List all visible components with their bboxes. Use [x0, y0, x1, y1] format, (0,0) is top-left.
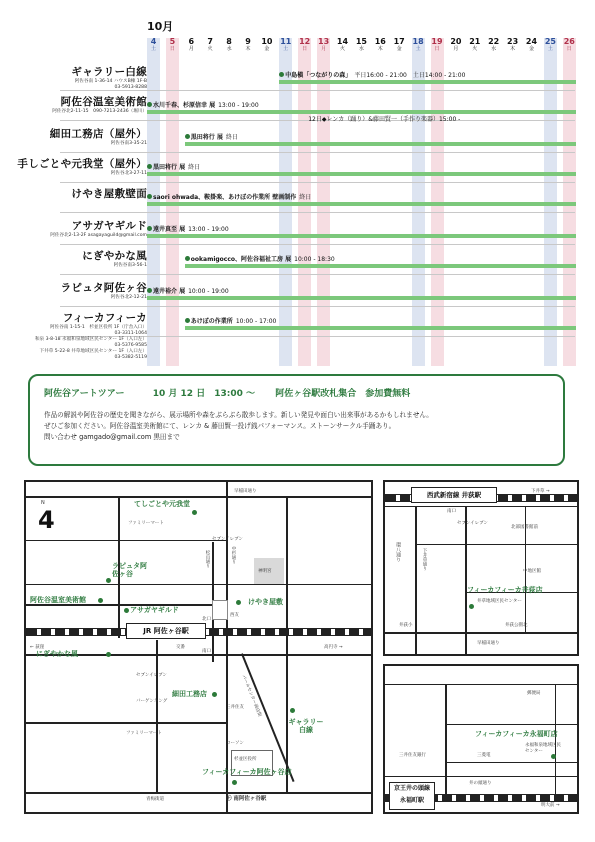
venue-name: アサガヤギルド: [71, 220, 147, 232]
venue-info: [71, 64, 147, 91]
event-bullet-icon: [147, 226, 152, 231]
day-weekday: 金: [528, 46, 534, 52]
venue-address: 阿佐谷南3-56-1: [113, 263, 147, 268]
day-header-cell: [259, 38, 275, 52]
venue-address: 03-5382-5119: [114, 355, 147, 360]
map-gallery-label: ギャラリー白線: [288, 718, 324, 734]
venue-info: [35, 310, 147, 361]
venue-address: 和泉 3-8-18 永福和泉地域区民センター 1F（入口左）: [34, 337, 147, 342]
event-text: [147, 286, 229, 295]
road: [385, 684, 577, 685]
tour-title: 阿佐谷アートツアー: [44, 389, 125, 399]
tour-description: [44, 410, 554, 443]
inokashira-label: 井の頭通り: [469, 781, 492, 786]
map-keyaki-label: けやき屋敷: [248, 598, 283, 606]
day-number: 7: [207, 37, 213, 46]
venue-info: [82, 248, 147, 269]
bank-label: 三井住友銀行: [399, 753, 426, 758]
event-organizer: 黒田将行 展: [190, 134, 223, 141]
north-arrow-icon: 4: [38, 506, 55, 534]
day-number: 14: [336, 37, 349, 46]
kamishakujii-label: 下井草 →: [531, 489, 550, 494]
venue-name: けやき屋敷壁面: [71, 188, 147, 200]
row-divider: [60, 306, 575, 307]
event-organizer: saori ohwada、鞍掛楽、あけぼの作業所 壁画制作: [153, 194, 297, 201]
day-number: 4: [150, 37, 157, 46]
day-weekday: 土: [415, 46, 421, 52]
koban-label: 交番: [176, 645, 185, 650]
event-text: [308, 114, 460, 123]
event-time: 平日16:00 - 21:00 土日14:00 - 21:00: [354, 72, 466, 79]
day-number: 13: [318, 37, 330, 46]
day-weekday: 土: [150, 46, 156, 52]
row-divider: [60, 274, 575, 275]
laputa-marker-icon: [106, 578, 111, 583]
seven-label-2: セブンイレブン: [136, 673, 167, 678]
month-label: 10月: [147, 20, 174, 33]
day-number: 26: [563, 37, 575, 46]
venue-info: [61, 280, 147, 301]
eifuku-map: [383, 664, 579, 814]
park-label: 井荻公園北: [505, 623, 528, 628]
day-header-cell: [486, 38, 502, 52]
day-number: 18: [412, 37, 424, 46]
venue-address: 03-5913-8288: [114, 85, 147, 90]
day-number: 24: [525, 37, 538, 46]
event-bullet-icon: [147, 102, 152, 107]
venue-name: ギャラリー白線: [71, 66, 147, 78]
venue-address: 阿佐谷南 1-15-1 杉並区役所 1F（庁舎入口）: [50, 325, 147, 330]
venue-info: [71, 186, 147, 201]
asagaya-map: [24, 480, 373, 814]
event-time: 12日◆レンカ（踊り）&藤田賢一（手作り楽器）15:00 -: [308, 116, 461, 123]
day-number: 12: [299, 37, 311, 46]
north-label: N: [41, 500, 45, 506]
event-text: [147, 100, 259, 109]
map-hosoda-label: 細田工務店: [172, 690, 207, 698]
event-bullet-icon: [147, 288, 152, 293]
familymart2-label: ファミリーマート: [126, 731, 162, 736]
day-header-cell: [278, 38, 294, 52]
inokashira-road: [385, 776, 577, 777]
road: [445, 724, 577, 725]
schedule-bar: [147, 296, 576, 300]
waseda-dori-road: [26, 496, 371, 498]
seiyu-block: [212, 600, 228, 620]
day-header-cell: [467, 38, 483, 52]
map-onshitsu-label: 阿佐谷温室美術館: [30, 596, 86, 604]
keyaki-marker-icon: [236, 600, 241, 605]
venue-address: 下井草 5-22-8 井草地域区民センター 1F（入口左）: [39, 349, 147, 354]
event-text: [147, 192, 311, 201]
familymart-label: ファミリーマート: [128, 521, 164, 526]
row-divider: [60, 182, 575, 183]
meidai-label: 明大前 →: [541, 803, 560, 808]
event-organizer: 中島槇「つながりの森」: [285, 72, 352, 79]
day-number: 9: [245, 37, 251, 46]
tour-line: 作品の解説や阿佐谷の歴史を聞きながら、展示場所や森をぶらぶら散歩します。新しい発見や面白い出来事があるかもしれません。: [44, 411, 433, 419]
event-time: 13:00 - 19:00: [188, 226, 229, 233]
shimoigusa-label: 下井草通り: [422, 548, 427, 571]
day-number: 17: [393, 37, 405, 46]
shinmeigu-label: 神明宮: [258, 569, 272, 574]
venue-info: [50, 218, 147, 239]
day-weekday: 火: [339, 46, 345, 52]
tour-line: ぜひご参加ください。阿佐谷温室美術館にて、レンカ & 藤田賢一投げ銭パフォーマンス。ストーンサークル手踊あり。: [44, 422, 396, 430]
day-header-cell: [202, 38, 218, 52]
waseda-label: 早稲田通り: [477, 641, 500, 646]
day-number: 23: [507, 37, 519, 46]
day-number: 15: [355, 37, 367, 46]
event-bullet-icon: [185, 256, 190, 261]
art-tour-box: [28, 374, 565, 466]
event-organizer: 水川千春、杉原信幸 展: [153, 102, 216, 109]
sanwa-label: 三井住友: [226, 705, 244, 710]
asagaya-guild-marker-icon: [124, 608, 129, 613]
row-divider: [60, 152, 575, 153]
asagaya-station: [126, 623, 206, 639]
day-weekday: 火: [472, 46, 478, 52]
event-organizer: 黒田将行 展: [153, 164, 186, 171]
venue-name: 阿佐谷温室美術館: [60, 96, 147, 108]
fika-marker-icon: [232, 780, 237, 785]
side-street: [286, 498, 288, 792]
day-weekday: 日: [169, 46, 175, 52]
road: [445, 762, 577, 763]
day-number: 21: [469, 37, 481, 46]
eifuku-station: [389, 782, 435, 810]
map-iogi-venue-label: フィーカフィーカ井荻店: [467, 586, 543, 594]
day-header-cell: [335, 38, 351, 52]
road: [555, 684, 556, 794]
waseda-label: 早稲田通り: [234, 489, 257, 494]
venue-address: 03-5376-9585: [114, 343, 147, 348]
event-text: [185, 132, 238, 141]
day-number: 19: [431, 37, 443, 46]
iogi-station: [411, 487, 497, 503]
day-weekday: 日: [302, 46, 308, 52]
day-header-cell: [524, 38, 540, 52]
venue-address: 阿佐谷北2-13-2F asagayaguild@gmail.com: [50, 233, 147, 238]
day-number: 20: [450, 37, 462, 46]
seiyu-label: 西友: [230, 613, 239, 618]
side-street: [26, 722, 226, 724]
nakanishi-label: 中地区館: [523, 569, 541, 574]
map-eifuku-venue-label: フィーカフィーカ永福町店: [475, 730, 558, 738]
ogikubo-label: ← 荻窪: [30, 645, 45, 650]
event-organizer: ookamigocco、阿佐谷福祉工房 展: [190, 256, 292, 263]
day-header-cell: [448, 38, 464, 52]
day-number: 6: [188, 37, 195, 46]
venue-name: 細田工務店（屋外）: [49, 128, 147, 140]
event-text: [279, 70, 465, 79]
map-nigiyaka-label: にぎやかな風: [36, 650, 78, 658]
side-street: [26, 540, 226, 541]
event-organizer: あけぼの作業所: [190, 318, 233, 325]
side-street: [385, 506, 577, 507]
station-label: 京王井の頭線 永福町駅: [393, 785, 430, 804]
eifuku-venue-marker-icon: [551, 754, 556, 759]
event-time: 終日: [225, 134, 238, 141]
day-weekday: 火: [207, 46, 213, 52]
day-header-cell: [316, 38, 332, 52]
event-text: [147, 162, 200, 171]
kanpachi-label: 環八通り: [395, 542, 401, 562]
event-bullet-icon: [147, 194, 152, 199]
nigiyaka-marker-icon: [106, 652, 111, 657]
tour-contact: 問い合わせ gamgado@gmail.com 黒田まで: [44, 433, 180, 441]
station-label: JR 阿佐ヶ谷駅: [143, 627, 189, 635]
lawson-label: ローソン: [226, 741, 244, 746]
day-weekday: 土: [547, 46, 553, 52]
map-fika-label: フィーカフィーカ阿佐ヶ谷店: [202, 768, 292, 776]
day-header-cell: [146, 38, 162, 52]
venue-address: 阿佐谷南 1-36-14 ハウスB棟 1F-B: [74, 79, 147, 84]
day-header-cell: [297, 38, 313, 52]
day-header-cell: [542, 38, 558, 52]
day-number: 25: [544, 37, 556, 46]
day-weekday: 水: [491, 46, 497, 52]
day-header-cell: [391, 38, 407, 52]
side-street: [26, 584, 371, 585]
tour-heading: [44, 386, 410, 399]
oume-label: 青梅街道: [146, 797, 164, 802]
tour-meeting: 阿佐ヶ谷駅改札集合 参加費無料: [275, 389, 411, 399]
eifuku-venue-sub: 永福和泉地域区民センター: [525, 743, 561, 754]
day-weekday: 日: [434, 46, 440, 52]
day-header-cell: [410, 38, 426, 52]
iogi-map: [383, 480, 579, 656]
day-weekday: 金: [396, 46, 402, 52]
oume-road: [26, 792, 371, 794]
waseda-road: [385, 632, 577, 634]
metro-label: ㊉ 南阿佐ヶ谷駅: [226, 796, 267, 802]
event-organizer: 遠井真至 展: [153, 226, 186, 233]
event-bullet-icon: [147, 164, 152, 169]
day-weekday: 木: [377, 46, 383, 52]
kuyakusho-label: 杉並区役所: [234, 757, 257, 762]
road: [445, 684, 447, 794]
event-time: 13:00 - 19:00: [218, 102, 259, 109]
venue-address: 阿佐谷北2-11-15 090-7213-2436（堀川）: [52, 109, 147, 114]
day-number: 16: [374, 37, 386, 46]
schedule-bar: [279, 80, 576, 84]
day-header-cell: [561, 38, 577, 52]
day-header-cell: [372, 38, 388, 52]
day-number: 22: [488, 37, 500, 46]
map-asagaya-guild-label: アサガヤギルド: [130, 606, 179, 614]
day-weekday: 金: [264, 46, 270, 52]
venue-name: にぎやかな風: [82, 250, 147, 262]
post-label: 郵便局: [527, 691, 541, 696]
day-number: 10: [261, 37, 273, 46]
event-organizer: 遠井裕介 展: [153, 288, 186, 295]
schedule-bar: [185, 264, 576, 268]
venue-info: [50, 126, 147, 147]
iogi-school-label: 井荻小: [399, 623, 413, 628]
day-number: 8: [226, 37, 232, 46]
seven-label: セブンイレブン: [457, 521, 488, 526]
map-laputa-label: ラピュタ阿佐ヶ谷: [112, 562, 147, 578]
tour-date: 10 月 12 日 13:00 ～: [152, 389, 255, 399]
day-number: 11: [280, 37, 292, 46]
side-street: [26, 604, 226, 606]
sanwa-label: 三菱電: [477, 753, 491, 758]
event-text: [185, 254, 335, 263]
venue-name: 手しごとや元我堂（屋外）: [17, 158, 147, 170]
koenji-label: 高円寺 →: [324, 645, 343, 650]
onshitsu-marker-icon: [98, 598, 103, 603]
day-header-cell: [353, 38, 369, 52]
schedule-bar: [147, 234, 576, 238]
day-weekday: 月: [188, 46, 194, 52]
day-number: 5: [169, 37, 176, 46]
schedule-bar: [185, 142, 576, 146]
day-weekday: 水: [358, 46, 364, 52]
nakasugi-label: 中杉通り: [231, 546, 236, 564]
row-divider: [60, 212, 575, 213]
pearl-label: パールセンター商店街: [240, 674, 262, 718]
event-time: 10:00 - 17:00: [235, 318, 277, 325]
day-header-cell: [164, 38, 180, 52]
venue-address: 阿佐谷北2-12-21: [110, 295, 147, 300]
teshigoto-marker-icon: [192, 510, 197, 515]
day-weekday: 日: [566, 46, 572, 52]
venue-info: [52, 94, 147, 115]
venue-address: 阿佐谷南3-35-21: [110, 141, 147, 146]
day-weekday: 水: [226, 46, 232, 52]
school-label: 北部図書館前: [511, 525, 538, 530]
day-weekday: 月: [321, 46, 327, 52]
event-time: 10:00 - 18:30: [294, 256, 335, 263]
row-divider: [60, 244, 575, 245]
day-weekday: 土: [283, 46, 289, 52]
day-weekday: 木: [510, 46, 516, 52]
iogi-venue-sub: 井草地域区民センター: [477, 599, 522, 604]
venue-address: 03-3311-1064: [114, 331, 147, 336]
day-weekday: 木: [245, 46, 251, 52]
venue-name: ラピュタ阿佐ヶ谷: [60, 282, 147, 294]
event-time: 終日: [188, 164, 201, 171]
road: [415, 544, 577, 545]
event-time: 終日: [299, 194, 312, 201]
hosoda-marker-icon: [212, 692, 217, 697]
event-bullet-icon: [185, 318, 190, 323]
event-bullet-icon: [279, 72, 284, 77]
day-header-cell: [221, 38, 237, 52]
event-time: 10:00 - 19:00: [188, 288, 229, 295]
bargain-label: バーゲンキング: [136, 699, 168, 704]
seven-label: セブンイレブン: [212, 537, 243, 542]
venue-info: [17, 156, 147, 177]
day-weekday: 月: [453, 46, 459, 52]
map-teshigoto-label: てしごとや元我堂: [134, 500, 190, 508]
gallery-marker-icon: [290, 708, 295, 713]
side-street: [156, 640, 158, 792]
event-bullet-icon: [185, 134, 190, 139]
day-header-cell: [429, 38, 445, 52]
schedule-bar: [147, 202, 576, 206]
kitaguchi-label: 北口: [202, 617, 211, 622]
minamiguchi-label: 南口: [202, 649, 211, 654]
nakasugi-road: [226, 482, 228, 812]
venue-address: 阿佐谷北3-27-11: [110, 171, 147, 176]
event-text: [147, 224, 229, 233]
day-header-cell: [505, 38, 521, 52]
schedule-bar: [185, 326, 576, 330]
matsuyama-label: 松山通り: [205, 550, 210, 568]
schedule-bar: [147, 172, 576, 176]
station-label: 西武新宿線 井荻駅: [426, 491, 482, 499]
day-header-cell: [183, 38, 199, 52]
venue-name: フィーカフィーカ: [62, 312, 147, 324]
event-text: [185, 316, 277, 325]
day-header-cell: [240, 38, 256, 52]
minamiguchi-label: 南口: [447, 509, 456, 514]
iogi-venue-marker-icon: [469, 604, 474, 609]
